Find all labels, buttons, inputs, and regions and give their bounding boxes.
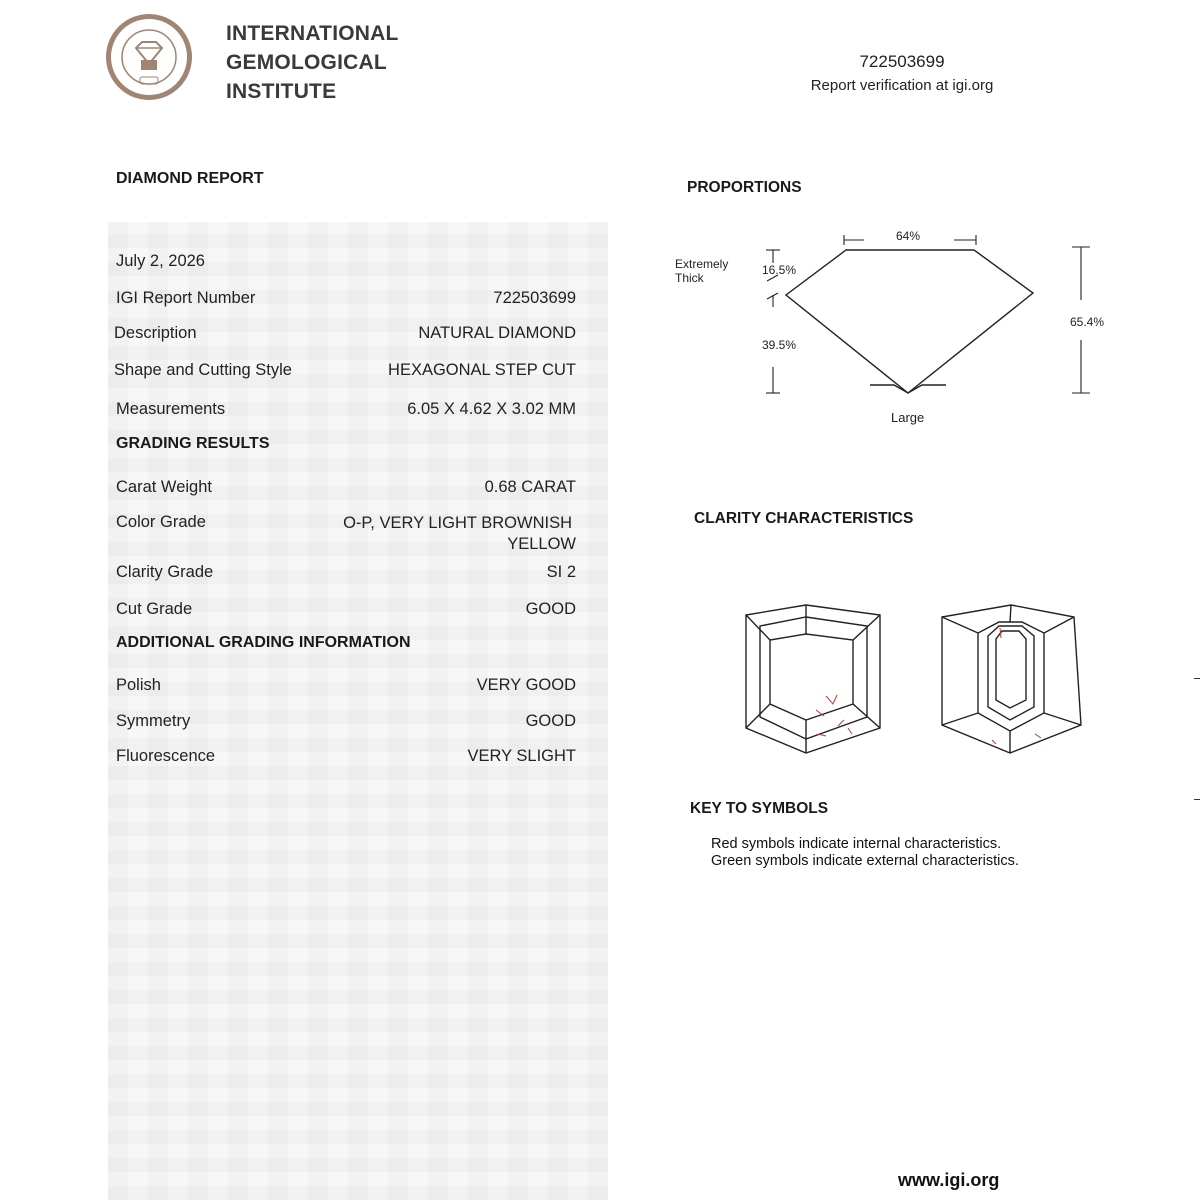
label-clarity-grade: Clarity Grade — [116, 563, 214, 581]
edge-tick-mark — [1194, 799, 1200, 800]
label-fluorescence: Fluorescence — [116, 747, 216, 765]
value-clarity-grade: SI 2 — [546, 563, 576, 581]
label-measurements: Measurements — [116, 400, 226, 418]
label-symmetry: Symmetry — [116, 712, 191, 730]
total-depth-percentage: 65.4% — [1070, 315, 1105, 329]
value-cut-grade: GOOD — [525, 600, 576, 618]
inclusion-mark-crown-5 — [848, 728, 852, 734]
proportions-heading: PROPORTIONS — [687, 179, 802, 196]
label-polish: Polish — [116, 676, 161, 694]
igi-seal-logo — [104, 12, 194, 102]
value-color-grade-line-1: O-P, VERY LIGHT BROWNISH — [343, 514, 572, 532]
value-shape: HEXAGONAL STEP CUT — [388, 361, 576, 379]
verification-text: Report verification at igi.org — [810, 77, 994, 94]
label-shape: Shape and Cutting Style — [114, 361, 292, 379]
additional-info-heading: ADDITIONAL GRADING INFORMATION — [116, 634, 411, 651]
footer-website[interactable]: www.igi.org — [898, 1170, 1000, 1190]
crown-height-percentage: 16.5% — [762, 263, 797, 277]
table-percentage: 64% — [896, 229, 921, 243]
inclusion-mark-pavilion-2 — [1035, 734, 1041, 738]
value-description: NATURAL DIAMOND — [418, 324, 576, 342]
girdle-label-line-2: Thick — [675, 271, 704, 285]
value-color-grade-line-2: YELLOW — [507, 535, 576, 553]
clarity-characteristics-heading: CLARITY CHARACTERISTICS — [694, 510, 914, 527]
culet-label: Large — [891, 410, 925, 425]
proportions-diagram — [660, 225, 1120, 425]
report-number-header: 722503699 — [859, 52, 945, 71]
value-color-grade — [343, 513, 576, 555]
report-date: July 2, 2026 — [116, 252, 205, 270]
clarity-plot-crown-view — [740, 600, 890, 760]
value-carat-weight: 0.68 CARAT — [484, 478, 576, 496]
value-symmetry: GOOD — [525, 712, 576, 730]
grading-results-heading: GRADING RESULTS — [116, 435, 270, 452]
institute-name-line-2: GEMOLOGICAL — [226, 51, 387, 74]
value-report-number: 722503699 — [493, 289, 576, 307]
clarity-plot-pavilion-view — [938, 600, 1088, 760]
key-internal-text: Red symbols indicate internal characteristics. — [711, 836, 1002, 852]
key-to-symbols-heading: KEY TO SYMBOLS — [690, 800, 829, 817]
institute-name-line-3: INSTITUTE — [226, 80, 337, 103]
inclusion-mark-pavilion-1 — [1000, 628, 1001, 638]
value-fluorescence: VERY SLIGHT — [467, 747, 576, 765]
key-external-text: Green symbols indicate external characteristics. — [711, 853, 1019, 869]
label-report-number: IGI Report Number — [116, 289, 256, 307]
value-measurements: 6.05 X 4.62 X 3.02 MM — [407, 400, 576, 418]
value-polish: VERY GOOD — [476, 676, 576, 694]
label-description: Description — [114, 324, 197, 342]
diamond-report-title: DIAMOND REPORT — [116, 170, 264, 187]
label-carat-weight: Carat Weight — [116, 478, 212, 496]
inclusion-mark-crown-4 — [818, 734, 826, 736]
label-color-grade: Color Grade — [116, 513, 206, 531]
pavilion-depth-percentage: 39.5% — [762, 338, 797, 352]
label-cut-grade: Cut Grade — [116, 600, 193, 618]
inclusion-mark-crown-1 — [826, 695, 837, 704]
edge-tick-mark — [1194, 678, 1200, 679]
girdle-label-line-1: Extremely — [675, 257, 729, 271]
institute-name-line-1: INTERNATIONAL — [226, 22, 399, 45]
inclusion-mark-pavilion-3 — [992, 740, 996, 744]
